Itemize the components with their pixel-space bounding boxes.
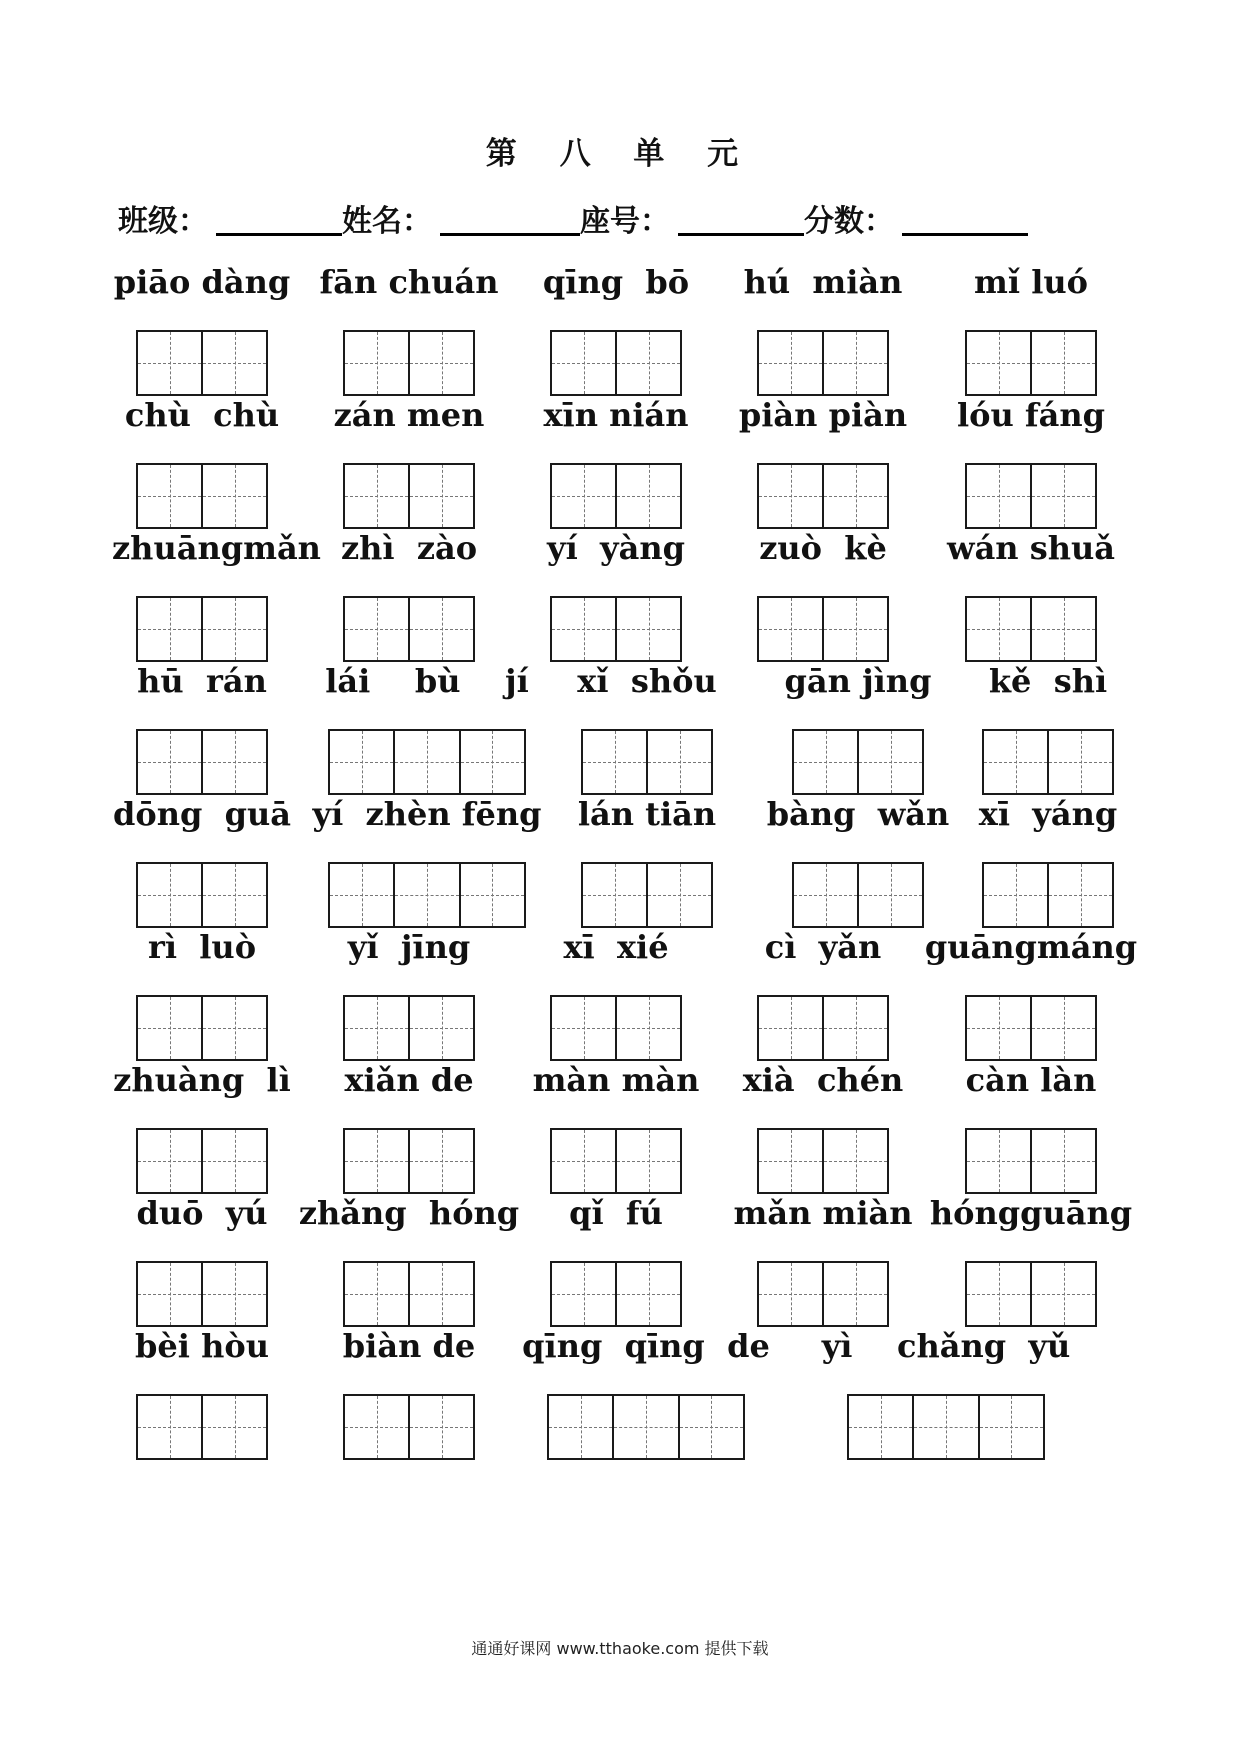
- writing-grid[interactable]: [136, 862, 268, 928]
- writing-grid[interactable]: [965, 330, 1097, 396]
- writing-grid[interactable]: [847, 1394, 1045, 1460]
- writing-grid[interactable]: [965, 1261, 1097, 1327]
- pinyin-prompt: màn màn: [532, 1061, 700, 1099]
- tianzige-cell[interactable]: [459, 864, 524, 926]
- tianzige-cell[interactable]: [345, 997, 408, 1059]
- writing-grid[interactable]: [136, 995, 268, 1061]
- tianzige-cell[interactable]: [345, 1396, 408, 1458]
- pinyin-prompt: yì chǎng yǔ: [821, 1327, 1071, 1365]
- writing-grid[interactable]: [757, 463, 889, 529]
- pinyin-prompt: zuò kè: [759, 529, 887, 567]
- name-field: [342, 196, 580, 240]
- writing-grid[interactable]: [581, 729, 713, 795]
- tianzige-cell[interactable]: [912, 1396, 977, 1458]
- pinyin-prompt: guāngmáng: [924, 928, 1138, 966]
- tianzige-cell[interactable]: [822, 997, 887, 1059]
- worksheet-title: 第 八 单 元: [485, 136, 755, 172]
- pinyin-prompt: zán men: [333, 396, 485, 434]
- tianzige-cell[interactable]: [201, 1263, 266, 1325]
- pinyin-prompt: xī xié: [563, 928, 669, 966]
- pinyin-prompt: zhuāngmǎn: [112, 529, 321, 567]
- writing-grid[interactable]: [550, 1128, 682, 1194]
- tianzige-cell[interactable]: [138, 1263, 201, 1325]
- tianzige-cell[interactable]: [794, 864, 857, 926]
- tianzige-cell[interactable]: [678, 1396, 743, 1458]
- pinyin-prompt: hū rán: [137, 662, 267, 700]
- tianzige-cell[interactable]: [345, 332, 408, 394]
- writing-grid[interactable]: [550, 1261, 682, 1327]
- writing-grid[interactable]: [965, 596, 1097, 662]
- class-label: 班级：: [118, 204, 208, 239]
- writing-grid[interactable]: [343, 1128, 475, 1194]
- tianzige-cell[interactable]: [138, 465, 201, 527]
- tianzige-cell[interactable]: [794, 731, 857, 793]
- tianzige-cell[interactable]: [138, 598, 201, 660]
- footer-credit: 通通好课网 www.tthaoke.com 提供下载: [471, 1639, 769, 1658]
- writing-grid[interactable]: [757, 1128, 889, 1194]
- tianzige-cell[interactable]: [138, 332, 201, 394]
- tianzige-cell[interactable]: [615, 598, 680, 660]
- pinyin-prompt: biàn de: [342, 1327, 476, 1365]
- tianzige-cell[interactable]: [583, 864, 646, 926]
- tianzige-cell[interactable]: [1030, 1263, 1095, 1325]
- pinyin-prompt: xiǎn de: [344, 1061, 474, 1099]
- writing-grid[interactable]: [757, 596, 889, 662]
- tianzige-cell[interactable]: [552, 465, 615, 527]
- tianzige-cell[interactable]: [552, 997, 615, 1059]
- tianzige-cell[interactable]: [408, 598, 473, 660]
- tianzige-cell[interactable]: [201, 598, 266, 660]
- writing-grid[interactable]: [581, 862, 713, 928]
- writing-grid[interactable]: [136, 330, 268, 396]
- pinyin-prompt: dōng guā: [112, 795, 291, 833]
- pinyin-prompt: wán shuǎ: [947, 529, 1115, 567]
- tianzige-cell[interactable]: [1030, 997, 1095, 1059]
- pinyin-prompt: bèi hòu: [135, 1327, 269, 1365]
- score-blank[interactable]: [902, 233, 1028, 236]
- tianzige-cell[interactable]: [967, 1130, 1030, 1192]
- class-field: [118, 196, 342, 240]
- score-field: [804, 196, 1028, 240]
- tianzige-cell[interactable]: [967, 997, 1030, 1059]
- tianzige-cell[interactable]: [552, 1263, 615, 1325]
- tianzige-cell[interactable]: [759, 997, 822, 1059]
- tianzige-cell[interactable]: [615, 997, 680, 1059]
- pinyin-prompt: kě shì: [988, 662, 1108, 700]
- pinyin-prompt: piāo dàng: [113, 263, 291, 301]
- writing-grid[interactable]: [547, 1394, 745, 1460]
- writing-grid[interactable]: [343, 995, 475, 1061]
- tianzige-cell[interactable]: [1030, 598, 1095, 660]
- tianzige-cell[interactable]: [978, 1396, 1043, 1458]
- writing-grid[interactable]: [982, 729, 1114, 795]
- writing-grid[interactable]: [136, 1128, 268, 1194]
- tianzige-cell[interactable]: [1030, 1130, 1095, 1192]
- tianzige-cell[interactable]: [857, 864, 922, 926]
- tianzige-cell[interactable]: [857, 731, 922, 793]
- tianzige-cell[interactable]: [612, 1396, 677, 1458]
- tianzige-cell[interactable]: [552, 332, 615, 394]
- pinyin-prompt: zhì zào: [340, 529, 478, 567]
- writing-grid[interactable]: [343, 1261, 475, 1327]
- tianzige-cell[interactable]: [201, 465, 266, 527]
- tianzige-cell[interactable]: [552, 598, 615, 660]
- tianzige-cell[interactable]: [1030, 465, 1095, 527]
- tianzige-cell[interactable]: [552, 1130, 615, 1192]
- pinyin-prompt: bàng wǎn: [766, 795, 950, 833]
- class-blank[interactable]: [216, 233, 342, 236]
- tianzige-cell[interactable]: [408, 1263, 473, 1325]
- tianzige-cell[interactable]: [822, 1263, 887, 1325]
- pinyin-prompt: hóngguāng: [929, 1194, 1133, 1232]
- tianzige-cell[interactable]: [330, 864, 393, 926]
- tianzige-cell[interactable]: [615, 332, 680, 394]
- pinyin-prompt: lái bù jí: [325, 662, 529, 700]
- writing-grid[interactable]: [757, 995, 889, 1061]
- tianzige-cell[interactable]: [967, 465, 1030, 527]
- pinyin-prompt: lóu fáng: [956, 396, 1106, 434]
- pinyin-prompt: gān jìng: [784, 662, 932, 700]
- tianzige-cell[interactable]: [615, 1130, 680, 1192]
- writing-grid[interactable]: [343, 596, 475, 662]
- writing-grid[interactable]: [757, 1261, 889, 1327]
- seat-field: [580, 196, 804, 240]
- pinyin-prompt: chù chù: [124, 396, 280, 434]
- name-label: 姓名：: [342, 204, 432, 239]
- writing-grid[interactable]: [136, 463, 268, 529]
- writing-grid[interactable]: [328, 862, 526, 928]
- tianzige-cell[interactable]: [822, 598, 887, 660]
- tianzige-cell[interactable]: [408, 332, 473, 394]
- tianzige-cell[interactable]: [759, 332, 822, 394]
- tianzige-cell[interactable]: [1030, 332, 1095, 394]
- tianzige-cell[interactable]: [345, 598, 408, 660]
- writing-grid[interactable]: [982, 862, 1114, 928]
- pinyin-prompt: hú miàn: [743, 263, 903, 301]
- writing-grid[interactable]: [343, 463, 475, 529]
- writing-grid[interactable]: [136, 1261, 268, 1327]
- writing-grid[interactable]: [328, 729, 526, 795]
- pinyin-prompt: xǐ shǒu: [577, 662, 717, 700]
- tianzige-cell[interactable]: [459, 731, 524, 793]
- tianzige-cell[interactable]: [759, 465, 822, 527]
- tianzige-cell[interactable]: [646, 864, 711, 926]
- tianzige-cell[interactable]: [759, 598, 822, 660]
- writing-grid[interactable]: [550, 596, 682, 662]
- pinyin-prompt: duō yú: [136, 1194, 268, 1232]
- tianzige-cell[interactable]: [201, 1396, 266, 1458]
- pinyin-prompt: xī yáng: [978, 795, 1118, 833]
- tianzige-cell[interactable]: [345, 1263, 408, 1325]
- tianzige-cell[interactable]: [984, 731, 1047, 793]
- pinyin-prompt: zhǎng hóng: [298, 1194, 520, 1232]
- tianzige-cell[interactable]: [822, 1130, 887, 1192]
- writing-grid[interactable]: [965, 1128, 1097, 1194]
- tianzige-cell[interactable]: [615, 465, 680, 527]
- pinyin-prompt: yǐ jīng: [347, 928, 471, 966]
- tianzige-cell[interactable]: [408, 1130, 473, 1192]
- name-blank[interactable]: [440, 233, 580, 236]
- writing-grid[interactable]: [965, 995, 1097, 1061]
- tianzige-cell[interactable]: [615, 1263, 680, 1325]
- pinyin-prompt: xīn nián: [543, 396, 689, 434]
- pinyin-prompt: cì yǎn: [764, 928, 882, 966]
- writing-grid[interactable]: [965, 463, 1097, 529]
- tianzige-cell[interactable]: [393, 864, 458, 926]
- writing-grid[interactable]: [792, 729, 924, 795]
- pinyin-prompt: qīng qīng de: [522, 1327, 770, 1365]
- score-label: 分数：: [804, 204, 894, 239]
- tianzige-cell[interactable]: [967, 332, 1030, 394]
- tianzige-cell[interactable]: [138, 731, 201, 793]
- tianzige-cell[interactable]: [967, 598, 1030, 660]
- writing-grid[interactable]: [136, 1394, 268, 1460]
- pinyin-prompt: fān chuán: [319, 263, 499, 301]
- tianzige-cell[interactable]: [408, 465, 473, 527]
- tianzige-cell[interactable]: [849, 1396, 912, 1458]
- tianzige-cell[interactable]: [201, 864, 266, 926]
- tianzige-cell[interactable]: [330, 731, 393, 793]
- tianzige-cell[interactable]: [822, 332, 887, 394]
- pinyin-prompt: mǎn miàn: [733, 1194, 913, 1232]
- writing-grid[interactable]: [792, 862, 924, 928]
- tianzige-cell[interactable]: [138, 1396, 201, 1458]
- writing-grid[interactable]: [550, 463, 682, 529]
- writing-grid[interactable]: [550, 995, 682, 1061]
- tianzige-cell[interactable]: [201, 332, 266, 394]
- tianzige-cell[interactable]: [393, 731, 458, 793]
- pinyin-prompt: yí yàng: [547, 529, 685, 567]
- writing-grid[interactable]: [757, 330, 889, 396]
- pinyin-prompt: piàn piàn: [738, 396, 908, 434]
- tianzige-cell[interactable]: [967, 1263, 1030, 1325]
- tianzige-cell[interactable]: [345, 465, 408, 527]
- pinyin-prompt: qīng bō: [542, 263, 690, 301]
- tianzige-cell[interactable]: [549, 1396, 612, 1458]
- writing-grid[interactable]: [136, 596, 268, 662]
- pinyin-prompt: lán tiān: [577, 795, 717, 833]
- tianzige-cell[interactable]: [138, 997, 201, 1059]
- tianzige-cell[interactable]: [345, 1130, 408, 1192]
- seat-blank[interactable]: [678, 233, 804, 236]
- writing-grid[interactable]: [136, 729, 268, 795]
- tianzige-cell[interactable]: [408, 1396, 473, 1458]
- pinyin-prompt: càn làn: [965, 1061, 1097, 1099]
- writing-grid[interactable]: [343, 330, 475, 396]
- tianzige-cell[interactable]: [583, 731, 646, 793]
- tianzige-cell[interactable]: [138, 864, 201, 926]
- tianzige-cell[interactable]: [201, 1130, 266, 1192]
- tianzige-cell[interactable]: [408, 997, 473, 1059]
- tianzige-cell[interactable]: [1047, 731, 1112, 793]
- tianzige-cell[interactable]: [822, 465, 887, 527]
- pinyin-prompt: mǐ luó: [974, 263, 1088, 301]
- writing-grid[interactable]: [550, 330, 682, 396]
- pinyin-prompt: xià chén: [742, 1061, 904, 1099]
- tianzige-cell[interactable]: [759, 1130, 822, 1192]
- pinyin-prompt: rì luò: [147, 928, 257, 966]
- pinyin-prompt: qǐ fú: [569, 1194, 663, 1232]
- student-info-line: [118, 196, 1028, 240]
- tianzige-cell[interactable]: [201, 731, 266, 793]
- pinyin-prompt: zhuàng lì: [113, 1061, 291, 1099]
- tianzige-cell[interactable]: [138, 1130, 201, 1192]
- tianzige-cell[interactable]: [201, 997, 266, 1059]
- writing-grid[interactable]: [343, 1394, 475, 1460]
- pinyin-prompt: yí zhèn fēng: [312, 795, 542, 833]
- seat-label: 座号：: [580, 204, 670, 239]
- tianzige-cell[interactable]: [1047, 864, 1112, 926]
- tianzige-cell[interactable]: [646, 731, 711, 793]
- tianzige-cell[interactable]: [984, 864, 1047, 926]
- tianzige-cell[interactable]: [759, 1263, 822, 1325]
